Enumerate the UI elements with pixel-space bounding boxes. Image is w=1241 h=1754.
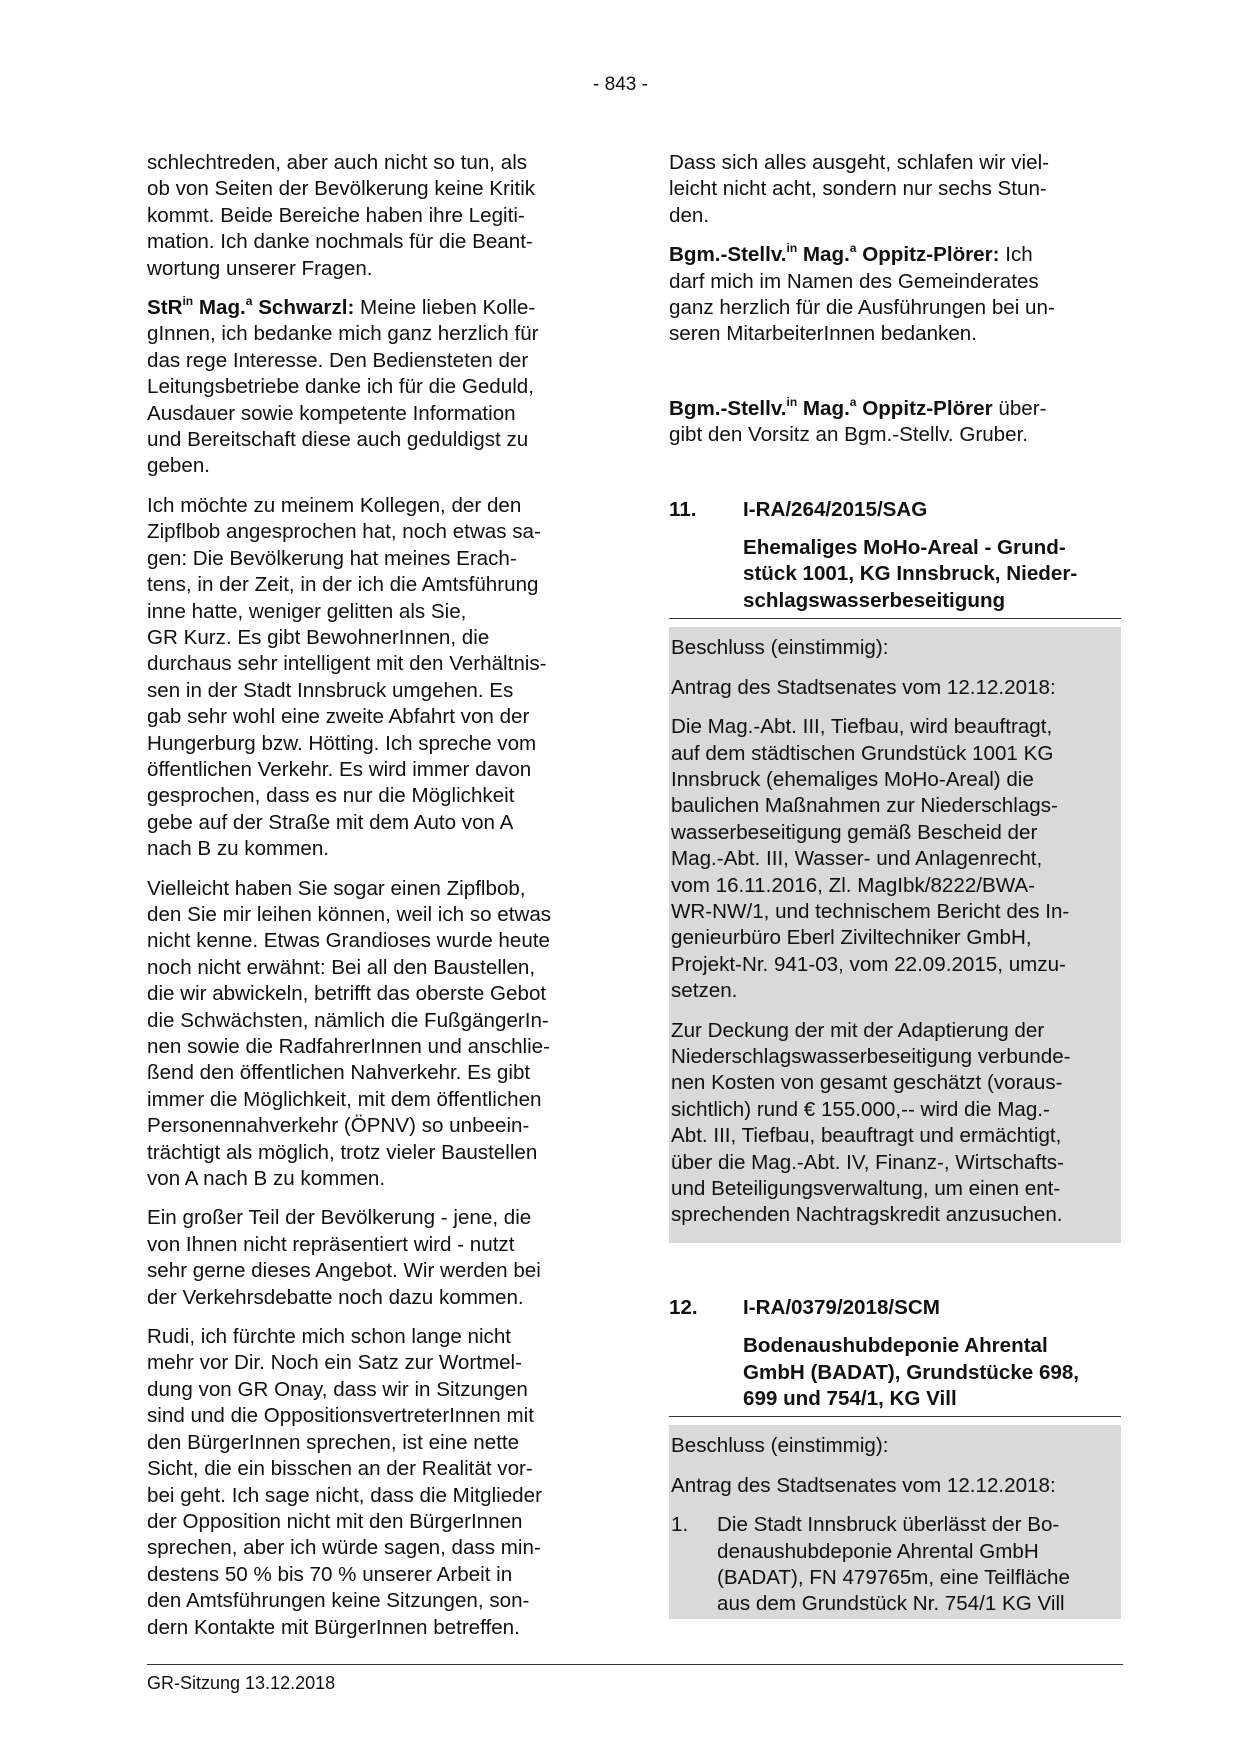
item-title [743, 535, 1121, 614]
text-line: gen: Die Bevölkerung hat meines Erach- [147, 546, 517, 570]
paragraph-3 [147, 493, 599, 863]
text-line: nach B zu kommen. [147, 837, 329, 861]
list-number: 1. [671, 1513, 689, 1537]
text-line: sprechen, aber ich würde sagen, dass min- [147, 1536, 541, 1560]
text-line: Die Mag.-Abt. III, Tiefbau, wird beauftragt, [671, 715, 1053, 739]
resolution-text-1 [669, 714, 1121, 1004]
right-paragraph-3: Bgm.-Stellv.$^{in}$ Mag.$^a$ Oppitz-Plörer über- gibt den Vorsitz an Bgm.-Stellv. Gruber. [669, 396, 1121, 449]
paragraph-5 [147, 1205, 599, 1311]
text-line: gab sehr wohl eine zweite Abfahrt von der [147, 705, 530, 729]
text-line: WR-NW/1, und technischem Bericht des In- [671, 899, 1070, 923]
text-line: von A nach B zu kommen. [147, 1167, 386, 1191]
item-title [743, 1333, 1121, 1412]
text-line: inne hatte, weniger gelitten als Sie, [147, 599, 467, 623]
text-line: sichtlich) rund € 155.000,-- wird die Mag.- [671, 1097, 1050, 1121]
text-line: stück 1001, KG Innsbruck, Nieder- [743, 562, 1078, 586]
beschluss-label: Beschluss (einstimmig): [671, 1434, 889, 1458]
footer-divider [147, 1664, 1123, 1665]
list-text [717, 1512, 1070, 1618]
text-line: darf mich im Namen des Gemeinderates [669, 269, 1039, 293]
footer: GR-Sitzung 13.12.2018 [147, 1673, 336, 1693]
text-line: mehr vor Dir. Noch ein Satz zur Wortmel- [147, 1351, 522, 1375]
text-line: schlechtreden, aber auch nicht so tun, als [147, 151, 528, 174]
text-line: noch nicht erwähnt: Bei all den Baustellen, [147, 955, 536, 979]
right-column [669, 150, 1121, 1619]
item-heading [669, 497, 1121, 523]
paragraph-1 [147, 150, 599, 282]
text-line: Innsbruck (ehemaliges MoHo-Areal) die [671, 767, 1034, 791]
text-line: 699 und 754/1, KG Vill [743, 1387, 957, 1411]
text-line: Ausdauer sowie kompetente Information [147, 401, 516, 425]
text-line: Dass sich alles ausgeht, schlafen wir viel- [669, 151, 1049, 174]
text-line: sen in der Stadt Innsbruck umgehen. Es [147, 678, 514, 702]
text-line: und Bereitschaft diese auch geduldigst zu [147, 428, 529, 452]
antrag-label: Antrag des Stadtsenates vom 12.12.2018: [671, 1473, 1056, 1497]
text-line: nicht kenne. Etwas Grandioses wurde heute [147, 929, 550, 953]
agenda-item-12 [669, 1295, 1121, 1619]
paragraph-6 [147, 1324, 599, 1641]
item-number: 12. [669, 1295, 698, 1319]
text-line: über die Mag.-Abt. IV, Finanz-, Wirtschafts- [671, 1150, 1064, 1174]
text-line: Vielleicht haben Sie sogar einen Zipflbob, [147, 876, 526, 900]
text-line: öffentlichen Verkehr. Es wird immer davon [147, 757, 532, 781]
text-line: den. [669, 203, 710, 227]
text-line: den BürgerInnen sprechen, ist eine nette [147, 1430, 520, 1454]
text-line: leicht nicht acht, sondern nur sechs Stun- [669, 177, 1047, 201]
text-line: GR Kurz. Es gibt BewohnerInnen, die [147, 625, 490, 649]
paragraph-4 [147, 876, 599, 1193]
text-line: sehr gerne dieses Angebot. Wir werden bei [147, 1259, 541, 1283]
text-line: Zur Deckung der mit der Adaptierung der [671, 1018, 1045, 1042]
text-line: gesprochen, dass es nur die Möglichkeit [147, 784, 515, 808]
text-line: wasserbeseitigung gemäß Bescheid der [671, 820, 1038, 844]
text-line: Abt. III, Tiefbau, beauftragt und ermächtigt, [671, 1124, 1062, 1148]
numbered-point-1 [669, 1512, 1121, 1618]
text-line: von Ihnen nicht repräsentiert wird - nutzt [147, 1232, 515, 1256]
text-line: tens, in der Zeit, in der ich die Amtsführung [147, 573, 539, 597]
text-line: Ich möchte zu meinem Kollegen, der den [147, 493, 522, 517]
text-line: baulichen Maßnahmen zur Niederschlags- [671, 794, 1058, 818]
text-line: seren MitarbeiterInnen bedanken. [669, 322, 977, 346]
text-line: Personennahverkehr (ÖPNV) so unbeein- [147, 1114, 530, 1138]
text-line: GmbH (BADAT), Grundstücke 698, [743, 1360, 1080, 1384]
text-line: gibt den Vorsitz an Bgm.-Stellv. Gruber. [669, 423, 1029, 447]
text-line: genieurbüro Eberl Ziviltechniker GmbH, [671, 926, 1032, 950]
item-heading [669, 1295, 1121, 1321]
text-line: kommt. Beide Bereiche haben ihre Legiti- [147, 203, 525, 227]
text-line: der Opposition nicht mit den BürgerInnen [147, 1509, 523, 1533]
text-line: gInnen, ich bedanke mich ganz herzlich für [147, 322, 539, 346]
item-number: 11. [669, 497, 697, 521]
left-column [147, 150, 599, 1654]
text-line: ob von Seiten der Bevölkerung keine Kritik [147, 177, 536, 201]
text-line: die Schwächsten, nämlich die FußgängerIn- [147, 1008, 549, 1032]
text-line: Hungerburg bzw. Hötting. Ich spreche vom [147, 731, 537, 755]
resolution-box [669, 1425, 1121, 1618]
text-line: den Sie mir leihen können, weil ich so etwas [147, 902, 552, 926]
agenda-item-11 [669, 497, 1121, 1243]
text-line: den Amtsführungen keine Sitzungen, son- [147, 1589, 530, 1613]
right-paragraph-2: Bgm.-Stellv.$^{in}$ Mag.$^a$ Oppitz-Plörer: Ich darf mich im Namen des Gemeinderates ganz herzlich für die Ausführungen bei un- seren MitarbeiterInnen bedanken. [669, 242, 1121, 348]
text-line: ßend den öffentlichen Nahverkehr. Es gibt [147, 1061, 531, 1085]
text-line: mation. Ich danke nochmals für die Beant- [147, 230, 533, 254]
item-code: I-RA/264/2015/SAG [743, 497, 928, 521]
text-line: Bodenaushubdeponie Ahrental [743, 1334, 1048, 1358]
paragraph-2: StR$^{in}$ Mag.$^a$ Schwarzl: Meine lieben Kolle- gInnen, ich bedanke mich ganz herzlich für das rege Interesse. Den Bediensteten der Leitungsbetriebe danke ich für die Geduld, Ausdauer sowie kompetente Information und Bereitschaft diese auch geduldigst zu geben. [147, 295, 599, 480]
text-line: immer die Möglichkeit, mit dem öffentlichen [147, 1087, 542, 1111]
antrag-label: Antrag des Stadtsenates vom 12.12.2018: [671, 675, 1056, 699]
right-paragraph-1 [669, 150, 1121, 229]
text-line: aus dem Grundstück Nr. 754/1 KG Vill [717, 1592, 1065, 1616]
resolution-box [669, 627, 1121, 1243]
text-line: geben. [147, 454, 210, 478]
item-divider [669, 618, 1121, 619]
text-line: Rudi, ich fürchte mich schon lange nicht [147, 1325, 512, 1349]
text-line: Ein großer Teil der Bevölkerung - jene, die [147, 1206, 532, 1230]
text-line: Projekt-Nr. 941-03, vom 22.09.2015, umzu- [671, 952, 1066, 976]
text-line: bei geht. Ich sage nicht, dass die Mitglieder [147, 1483, 542, 1507]
text-line: nen Kosten von gesamt geschätzt (voraus- [671, 1071, 1063, 1095]
text-line: durchaus sehr intelligent mit den Verhältnis- [147, 652, 547, 676]
text-line: Ehemaliges MoHo-Areal - Grund- [743, 536, 1066, 560]
beschluss-label: Beschluss (einstimmig): [671, 636, 889, 660]
text-line: setzen. [671, 979, 738, 1003]
text-line: Niederschlagswasserbeseitigung verbunde- [671, 1044, 1071, 1068]
item-code: I-RA/0379/2018/SCM [743, 1295, 940, 1319]
text-line: dern Kontakte mit BürgerInnen betreffen. [147, 1615, 520, 1639]
text-line: und Beteiligungsverwaltung, um einen ent- [671, 1177, 1061, 1200]
page-number: - 843 - [593, 74, 648, 95]
speaker-name: StR$^{in}$ Mag.$^a$ Schwarzl: [147, 294, 355, 320]
text-line: sprechenden Nachtragskredit anzusuchen. [671, 1203, 1063, 1227]
text-line: denaushubdeponie Ahrental GmbH [717, 1539, 1039, 1563]
text-line: Leitungsbetriebe danke ich für die Geduld, [147, 375, 534, 399]
text-line: Zipflbob angesprochen hat, noch etwas sa- [147, 520, 541, 544]
text-line: das rege Interesse. Den Bediensteten der [147, 348, 529, 372]
resolution-text-2 [669, 1018, 1121, 1229]
text-line: dung von GR Onay, dass wir in Sitzungen [147, 1377, 528, 1401]
text-line: Sicht, die ein bisschen an der Realität vor- [147, 1457, 533, 1481]
text-line: (BADAT), FN 479765m, eine Teilfläche [717, 1566, 1070, 1590]
text-line: ganz herzlich für die Ausführungen bei un- [669, 296, 1055, 320]
text-line: auf dem städtischen Grundstück 1001 KG [671, 741, 1054, 765]
text-line: nen sowie die RadfahrerInnen und anschlie- [147, 1035, 550, 1058]
text-line: trächtigt als möglich, trotz vieler Baustellen [147, 1140, 538, 1164]
text-line: vom 16.11.2016, Zl. MagIbk/8222/BWA- [671, 873, 1035, 897]
speaker-name: Bgm.-Stellv.$^{in}$ Mag.$^a$ Oppitz-Plörer: [669, 241, 1000, 267]
item-divider [669, 1416, 1121, 1417]
text-line: gebe auf der Straße mit dem Auto von A [147, 810, 514, 834]
text-line: die wir abwickeln, betrifft das oberste Gebot [147, 982, 547, 1006]
text-line: sind und die OppositionsvertreterInnen mit [147, 1404, 534, 1428]
text-line: wortung unserer Fragen. [147, 256, 373, 280]
text-line: der Verkehrsdebatte noch dazu kommen. [147, 1285, 524, 1309]
text-line: schlagswasserbeseitigung [743, 588, 1006, 612]
text-line: Die Stadt Innsbruck überlässt der Bo- [717, 1513, 1060, 1537]
speaker-name: Bgm.-Stellv.$^{in}$ Mag.$^a$ Oppitz-Plörer [669, 394, 993, 420]
text-line: Mag.-Abt. III, Wasser- und Anlagenrecht, [671, 847, 1043, 871]
text-line: destens 50 % bis 70 % unserer Arbeit in [147, 1562, 513, 1586]
